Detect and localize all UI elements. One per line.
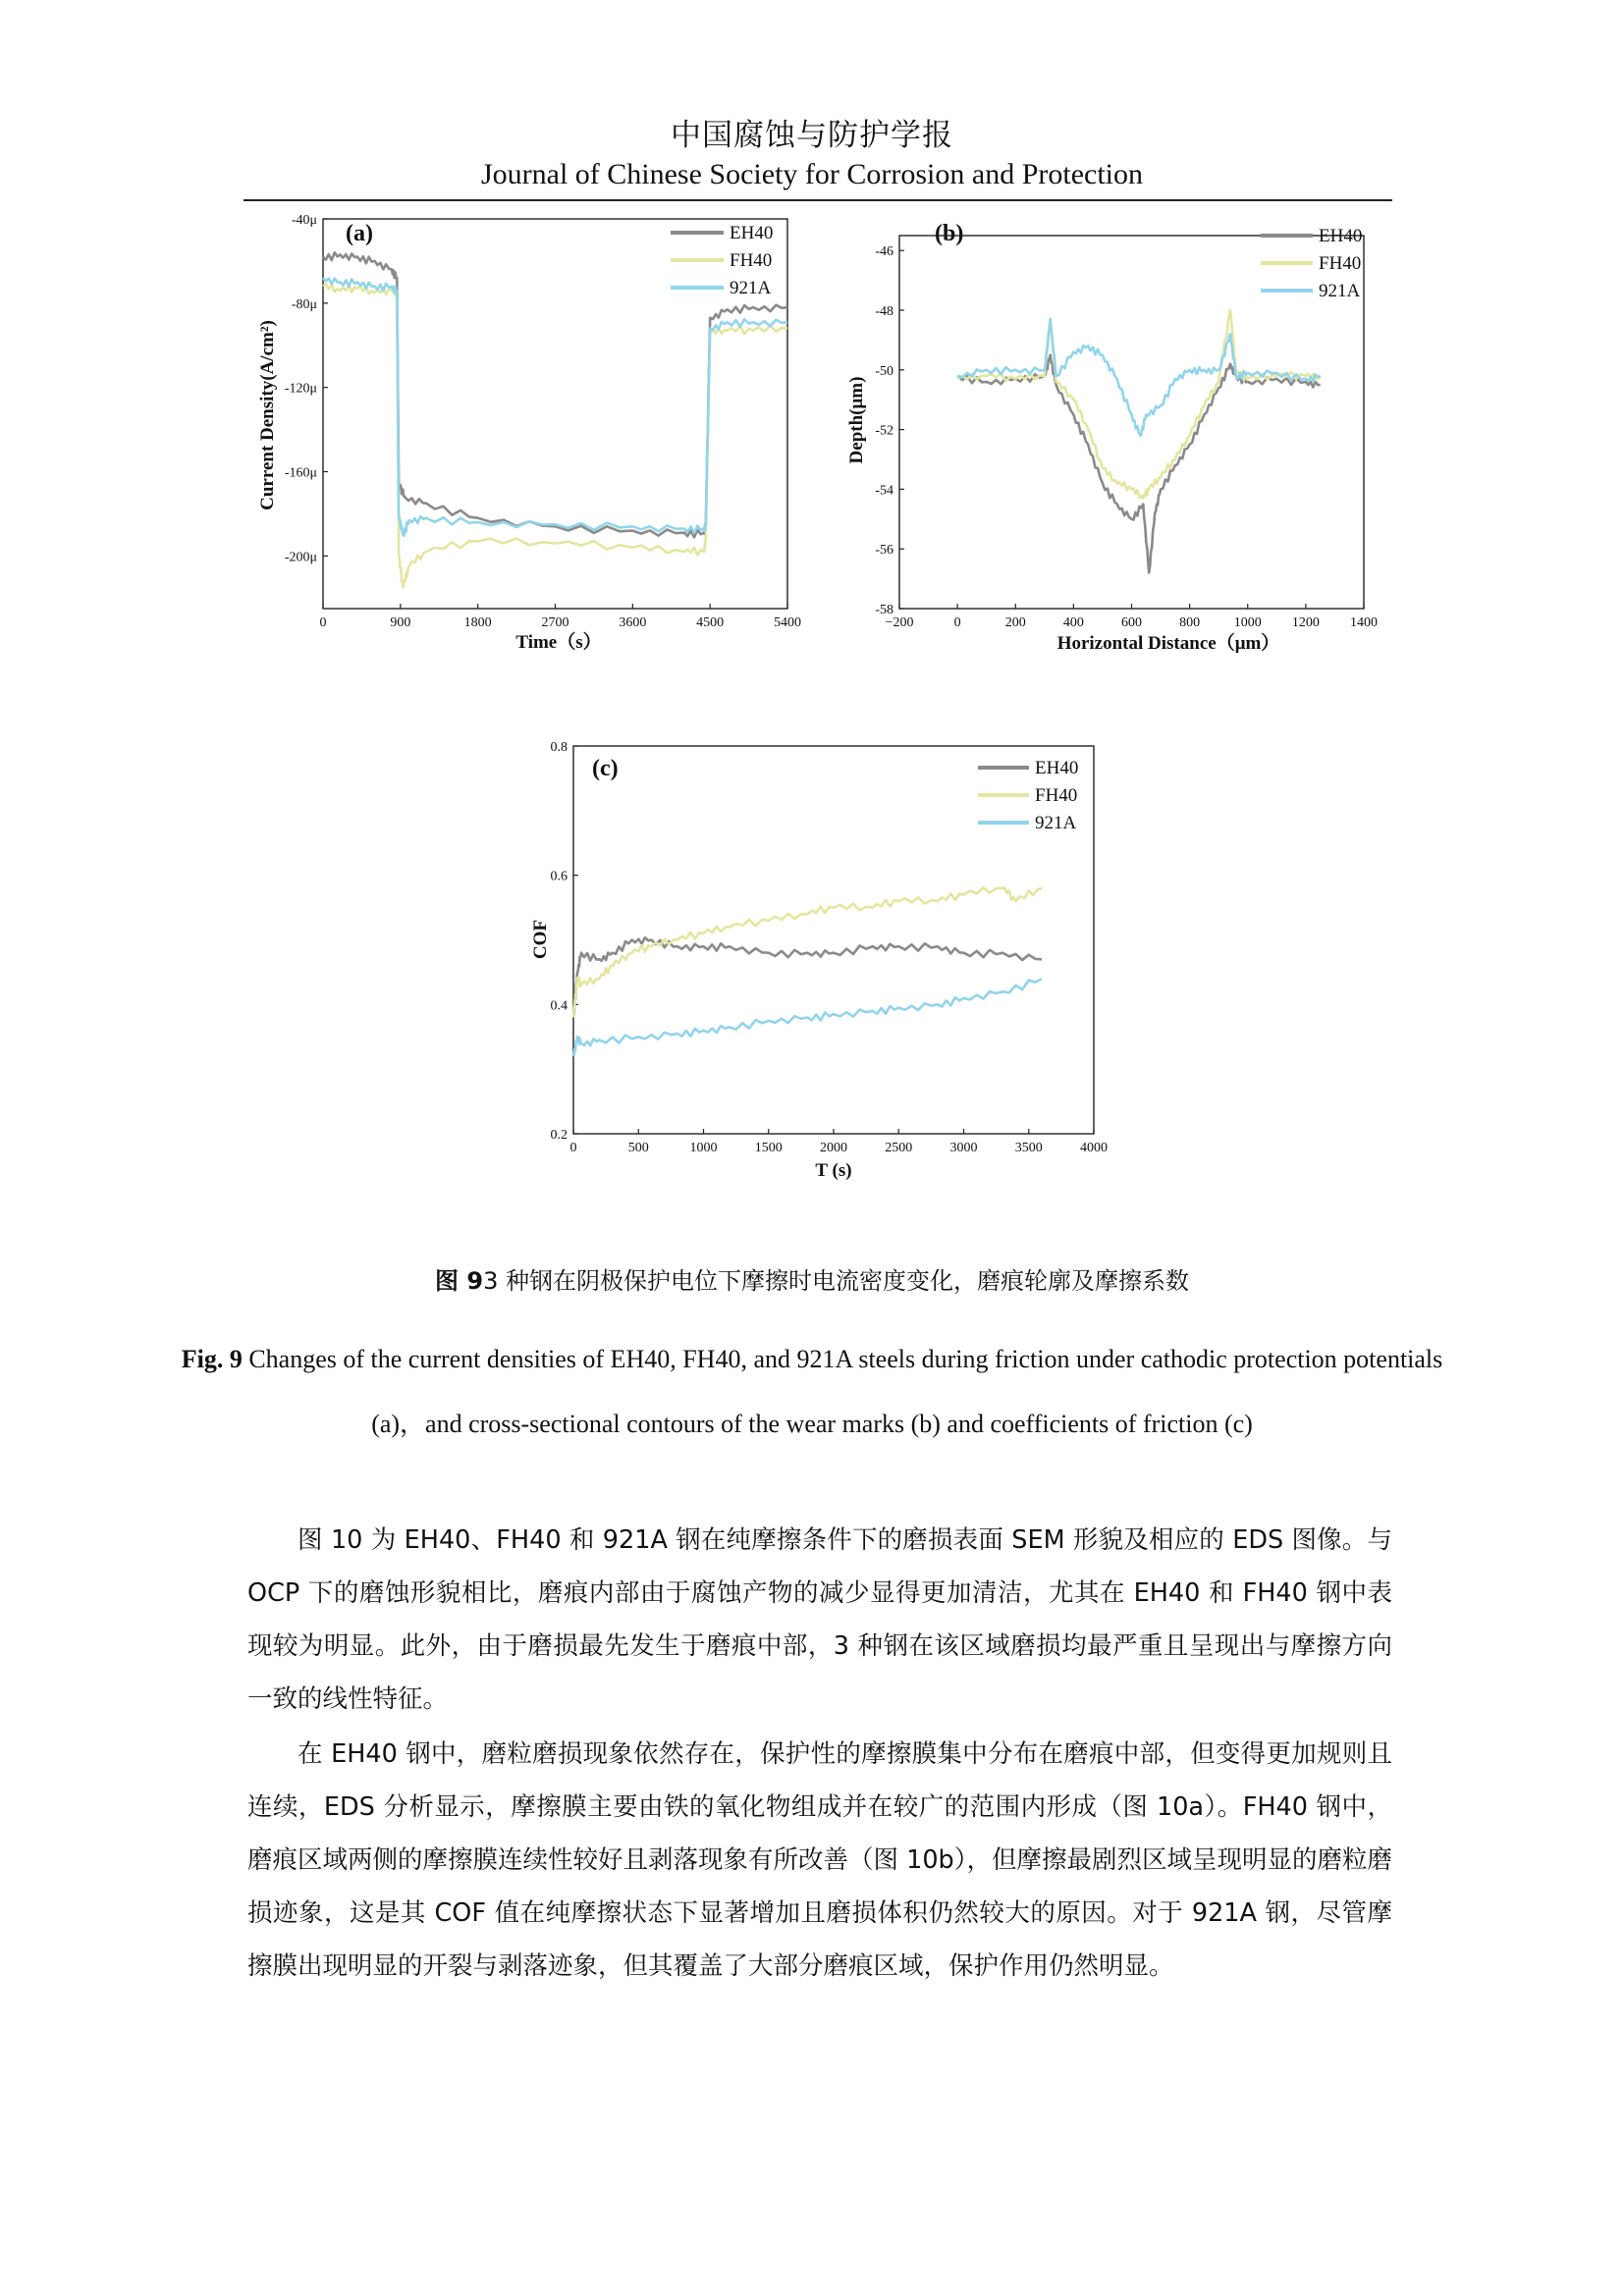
series-line-921a-c bbox=[573, 979, 1042, 1056]
y-tick-label-a: -160μ bbox=[284, 465, 317, 481]
y-tick-label-b: -54 bbox=[875, 483, 893, 499]
x-tick-label-a: 900 bbox=[390, 615, 411, 630]
y-tick-label-b: -46 bbox=[875, 244, 893, 260]
x-axis-title-a: Time（s） bbox=[515, 632, 602, 653]
x-tick-label-a: 3600 bbox=[619, 615, 647, 630]
x-tick-label-c: 2000 bbox=[820, 1141, 847, 1155]
y-tick-label-c: 0.4 bbox=[550, 998, 568, 1014]
body-text bbox=[247, 1514, 1392, 1995]
x-tick-label-a: 2700 bbox=[541, 615, 569, 630]
legend-label-921a-a: 921A bbox=[730, 278, 772, 298]
x-axis-title-b: Horizontal Distance（μm） bbox=[1056, 633, 1280, 654]
header-rule bbox=[244, 199, 1392, 201]
legend-label-eh40-c: EH40 bbox=[1035, 758, 1079, 778]
legend-label-eh40-a: EH40 bbox=[730, 223, 774, 243]
plot-frame-a bbox=[323, 219, 787, 609]
x-tick-label-c: 4000 bbox=[1080, 1141, 1108, 1155]
y-tick-label-b: -56 bbox=[875, 543, 893, 559]
y-tick-label-c: 0.6 bbox=[550, 869, 568, 884]
x-tick-label-b: 1000 bbox=[1233, 615, 1262, 630]
legend-c bbox=[978, 758, 1078, 833]
x-tick-label-c: 3500 bbox=[1014, 1141, 1043, 1155]
body-paragraph-1: 图 10 为 EH40、FH40 和 921A 钢在纯摩擦条件下的磨损表面 SEM 形貌及相应的 EDS 图像。与 OCP 下的磨蚀形貌相比，磨痕内部由于腐蚀产物的减少显得更加清洁，尤其在 EH40 和 FH40 钢中表现较为明显。此外，由于磨损最先发生于磨痕中部，3 种钢在该区域磨损均最严重且呈现出与摩擦方向一致的线性特征。 bbox=[247, 1525, 1392, 1714]
x-axis-title-c: T (s) bbox=[815, 1160, 852, 1181]
y-tick-label-b: -50 bbox=[875, 363, 893, 379]
x-tick-label-b: 400 bbox=[1062, 615, 1084, 630]
legend-label-fh40-b: FH40 bbox=[1319, 253, 1362, 274]
y-tick-label-a: -200μ bbox=[284, 550, 317, 565]
x-tick-label-a: 5400 bbox=[774, 615, 801, 630]
series-line-eh40-b bbox=[957, 355, 1321, 573]
journal-title-en: Journal of Chinese Society for Corrosion and Protection bbox=[480, 158, 1144, 190]
body-paragraph-2: 在 EH40 钢中，磨粒磨损现象依然存在，保护性的摩擦膜集中分布在磨痕中部，但变得更加规则且连续，EDS 分析显示，摩擦膜主要由铁的氧化物组成并在较广的范围内形成（图 10a）。FH40 钢中，磨痕区域两侧的摩擦膜连续性较好且剥落现象有所改善（图 10b），但摩擦最剧烈区域呈现明显的磨粒磨损迹象，这是其 COF 值在纯摩擦状态下显著增加且磨损体积仍然较大的原因。对于 921A 钢，尽管摩擦膜出现明显的开裂与剥落迹象，但其覆盖了大部分磨痕区域，保护作用仍然明显。 bbox=[247, 1739, 1392, 1981]
legend-label-fh40-c: FH40 bbox=[1035, 785, 1078, 806]
caption-cn-text: 3 种钢在阴极保护电位下摩擦时电流密度变化，磨痕轮廓及摩擦系数 bbox=[483, 1267, 1189, 1295]
x-tick-label-b: 200 bbox=[1004, 615, 1026, 630]
legend-label-eh40-b: EH40 bbox=[1319, 226, 1363, 246]
figure-caption-cn bbox=[177, 1261, 1447, 1301]
x-tick-label-b: 600 bbox=[1121, 615, 1142, 630]
x-tick-label-c: 1500 bbox=[754, 1141, 783, 1155]
y-tick-label-c: 0.8 bbox=[550, 740, 568, 755]
x-tick-label-c: 2500 bbox=[885, 1141, 913, 1155]
x-tick-label-b: 1200 bbox=[1291, 615, 1320, 630]
x-tick-label-c: 1000 bbox=[689, 1141, 718, 1155]
legend-label-921a-c: 921A bbox=[1035, 813, 1077, 833]
caption-cn-label: 图 9 bbox=[435, 1267, 484, 1295]
chart-current-density bbox=[236, 214, 805, 666]
caption-en-text: Changes of the current densities of EH40, FH40, and 921A steels during friction under cathodic protection potentials (a)，and cross-sectional contours of the wear marks (b) and coefficients of friction (c) bbox=[248, 1345, 1443, 1438]
legend-a bbox=[671, 223, 773, 298]
x-tick-label-c: 0 bbox=[569, 1141, 577, 1155]
legend-label-fh40-a: FH40 bbox=[730, 250, 773, 271]
panel-tag-a: (a) bbox=[346, 221, 373, 246]
y-axis-title-a: Current Density(A/cm²) bbox=[257, 320, 278, 510]
y-axis-title-c: COF bbox=[530, 919, 551, 960]
x-tick-label-a: 1800 bbox=[463, 615, 492, 630]
y-tick-label-a: -120μ bbox=[284, 381, 317, 397]
x-tick-label-a: 4500 bbox=[696, 615, 725, 630]
x-tick-label-b: 1400 bbox=[1350, 615, 1378, 630]
x-tick-label-b: 800 bbox=[1179, 615, 1201, 630]
panel-tag-c: (c) bbox=[592, 756, 619, 781]
journal-header bbox=[0, 116, 1624, 194]
x-tick-label-c: 500 bbox=[627, 1141, 649, 1155]
series-line-fh40-b bbox=[957, 310, 1321, 499]
y-tick-label-c: 0.2 bbox=[550, 1128, 568, 1143]
chart-cof bbox=[511, 731, 1119, 1193]
caption-en-label: Fig. 9 bbox=[181, 1345, 243, 1373]
y-tick-label-b: -52 bbox=[875, 423, 893, 439]
panel-tag-b: (b) bbox=[935, 221, 964, 246]
y-tick-label-a: -80μ bbox=[291, 296, 317, 312]
y-tick-label-b: -48 bbox=[875, 304, 893, 319]
legend-label-921a-b: 921A bbox=[1319, 281, 1361, 301]
journal-title-cn: 中国腐蚀与防护学报 bbox=[671, 118, 953, 153]
series-line-eh40-a bbox=[323, 252, 787, 537]
x-tick-label-a: 0 bbox=[319, 615, 327, 630]
chart-wear-depth bbox=[835, 214, 1404, 666]
x-tick-label-b: −200 bbox=[885, 615, 914, 630]
y-tick-label-b: -58 bbox=[875, 603, 893, 617]
x-tick-label-b: 0 bbox=[953, 615, 961, 630]
legend-b bbox=[1261, 226, 1362, 301]
figure-caption-en bbox=[177, 1327, 1447, 1457]
x-tick-label-c: 3000 bbox=[949, 1141, 978, 1155]
y-axis-title-b: Depth(μm) bbox=[846, 376, 867, 464]
y-tick-label-a: -40μ bbox=[291, 213, 317, 228]
